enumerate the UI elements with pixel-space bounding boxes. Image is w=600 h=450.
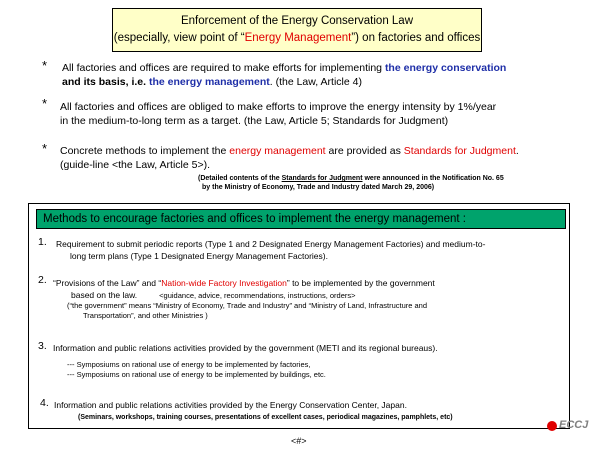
page-number: <#> bbox=[291, 436, 307, 446]
bullet-3-standards: Standards for Judgment bbox=[403, 145, 516, 157]
item-1 bbox=[56, 238, 566, 262]
title-line-2 bbox=[113, 30, 481, 47]
bullet-3-pre: Concrete methods to implement the bbox=[60, 145, 230, 157]
item-3-line-2: --- Symposiums on rational use of energy to be implemented by factories, bbox=[67, 360, 311, 369]
item-2-law: based on the law. bbox=[71, 290, 138, 300]
bullet-3-energy-management: energy management bbox=[229, 145, 326, 157]
bullet-3-post: . bbox=[515, 145, 519, 157]
item-1-line-2: long term plans (Type 1 Designated Energy Management Factories). bbox=[70, 251, 328, 261]
eccj-logo-icon bbox=[547, 421, 557, 431]
title-line-1: Enforcement of the Energy Conservation Law bbox=[180, 15, 414, 27]
item-2-guidance: <guidance, advice, recommendations, instructions, orders> bbox=[159, 291, 356, 300]
bullet-1-energy-conservation: the energy conservation bbox=[384, 62, 507, 74]
bullet-2 bbox=[60, 101, 590, 128]
bullet-1-article: . (the Law, Article 4) bbox=[269, 75, 362, 88]
notification-note bbox=[198, 174, 578, 192]
item-2-number: 2. bbox=[38, 274, 47, 286]
item-2-pre: “Provisions of the Law” and “ bbox=[53, 278, 162, 288]
item-4-line-1: Information and public relations activities provided by the Energy Conservation Center, Japan. bbox=[54, 400, 407, 410]
bullet-2-line-b: in the medium-to-long term as a target. (the Law, Article 5; Standards for Judgment) bbox=[60, 114, 449, 127]
item-3-line-3: --- Symposiums on rational use of energy to be implemented by buildings, etc. bbox=[67, 370, 326, 379]
item-4-number: 4. bbox=[40, 397, 49, 409]
eccj-logo: ECCJ bbox=[559, 419, 589, 431]
bullet-2-line-a: All factories and offices are obliged to make efforts to improve the energy intensity by 1%/year bbox=[60, 101, 497, 113]
item-3-line-1: Information and public relations activities provided by the government (METI and its regional bureaus). bbox=[53, 343, 438, 353]
bullet-3-mid: are provided as bbox=[325, 145, 404, 157]
item-1-line-1: Requirement to submit periodic reports (Type 1 and 2 Designated Energy Management Factories) and medium-to- bbox=[56, 239, 486, 249]
bullet-2-mark: * bbox=[42, 96, 48, 111]
bullet-1-basis: and its basis, i.e. bbox=[62, 75, 149, 88]
bullet-1-mark: * bbox=[42, 58, 48, 73]
title-box bbox=[112, 8, 482, 52]
note-line-2: by the Ministry of Economy, Trade and Industry dated March 29, 2006) bbox=[202, 184, 435, 191]
item-2 bbox=[53, 277, 573, 321]
item-2-investigation: Nation-wide Factory Investigation bbox=[161, 278, 287, 288]
item-3 bbox=[53, 342, 573, 380]
bullet-3-mark: * bbox=[42, 141, 48, 156]
note-post: were announced in the Notification No. 65 bbox=[362, 175, 504, 182]
item-2-post: ” to be implemented by the government bbox=[286, 278, 435, 288]
title-energy-management: Energy Management bbox=[244, 32, 352, 44]
item-4 bbox=[54, 399, 574, 422]
item-4-line-2: (Seminars, workshops, training courses, presentations of excellent cases, periodical magazines, pamphlets, etc) bbox=[78, 414, 453, 421]
bullet-3-line-b: (guide-line <the Law, Article 5>). bbox=[60, 158, 211, 171]
item-2-note-1: (“the government” means “Ministry of Economy, Trade and Industry” and “Ministry of Land, Infrastructure and bbox=[67, 301, 428, 310]
bullet-3 bbox=[60, 145, 590, 172]
item-1-number: 1. bbox=[38, 236, 47, 248]
note-pre: (Detailed contents of the bbox=[198, 175, 282, 182]
bullet-1-energy-management: the energy management bbox=[148, 75, 270, 88]
methods-title: Methods to encourage factories and offices to implement the energy management : bbox=[36, 209, 566, 229]
item-3-number: 3. bbox=[38, 340, 47, 352]
note-standards: Standards for Judgment bbox=[281, 175, 363, 182]
bullet-1-text-a: All factories and offices are required to make efforts for implementing bbox=[62, 62, 385, 74]
title-line-2-post: ”) on factories and offices bbox=[351, 32, 481, 44]
title-line-2-pre: (especially, view point of “ bbox=[113, 32, 245, 44]
bullet-1 bbox=[62, 62, 582, 89]
item-2-note-2: Transportation”, and other Ministries ) bbox=[83, 311, 208, 320]
